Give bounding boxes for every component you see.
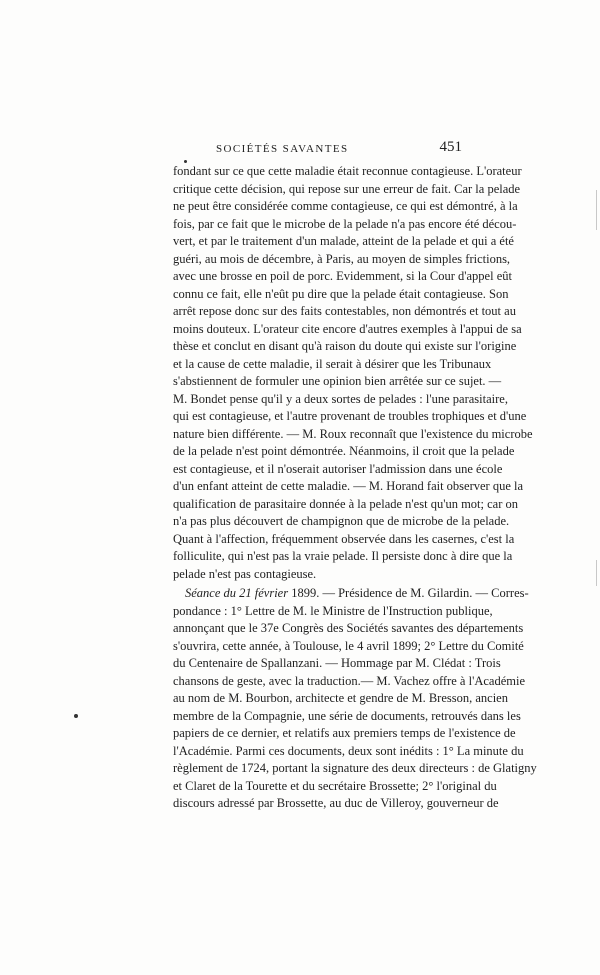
text-line: arrêt repose donc sur des faits contestables, non démontrés et tout au — [173, 304, 516, 318]
text-line: ne peut être considérée comme contagieuse, ce qui est démontré, à la — [173, 199, 518, 213]
text-line: l'Académie. Parmi ces documents, deux sont inédits : 1° La minute du — [173, 743, 524, 758]
page-edge-mark — [596, 560, 597, 586]
running-title: SOCIÉTÉS SAVANTES — [216, 143, 349, 155]
text-line: pondance : 1° Lettre de M. le Ministre de l'Instruction publique, — [173, 603, 493, 618]
text-line: au nom de M. Bourbon, architecte et gendre de M. Bresson, ancien — [173, 691, 508, 705]
text-line: folliculite, qui n'est pas la vraie pelade. Il persiste donc à dire que la — [173, 549, 513, 563]
text-line: fondant sur ce que cette maladie était reconnue contagieuse. L'orateur — [173, 164, 522, 178]
text-line: discours adressé par Brossette, au duc de Villeroy, gouverneur de — [173, 796, 499, 810]
text-line: d'un enfant atteint de cette maladie. — M. Horand fait observer que la — [173, 479, 524, 493]
text-line: règlement de 1724, portant la signature des deux directeurs : de Glatigny — [173, 761, 537, 775]
session-line-rest: 1899. — Présidence de M. Gilardin. — Corres- — [288, 586, 529, 600]
text-line: et Claret de la Tourette et du secrétaire Brossette; 2° l'original du — [173, 778, 497, 793]
text-line: moins douteux. L'orateur cite encore d'autres exemples à l'appui de sa — [173, 321, 522, 336]
page-edge-mark — [596, 190, 597, 230]
text-line: qui est contagieuse, et l'autre provenant de troubles trophiques et d'une — [173, 409, 527, 423]
text-line: guéri, au mois de décembre, à Paris, au moyen de simples frictions, — [173, 251, 511, 266]
text-line: nature bien différente. — M. Roux reconnaît que l'existence du microbe — [173, 426, 533, 441]
paragraph-pelade-discussion — [173, 163, 533, 583]
page-number: 451 — [439, 139, 462, 155]
text-line: critique cette décision, qui repose sur une erreur de fait. Car la pelade — [173, 181, 521, 196]
text-line: pelade n'est pas contagieuse. — [173, 566, 317, 581]
text-line: thèse et conclut en disant qu'à raison du doute qui existe sur l'origine — [173, 339, 517, 353]
paragraph-seance-21-fevrier — [173, 585, 537, 813]
text-line: papiers de ce dernier, et relatifs aux premiers temps de l'existence de — [173, 726, 516, 740]
session-date: Séance du 21 février — [185, 586, 289, 600]
text-line: s'abstiennent de formuler une opinion bien arrêtée sur ce sujet. — — [173, 374, 502, 388]
text-line: fois, par ce fait que le microbe de la pelade n'a pas encore été décou- — [173, 216, 517, 231]
text-line: avec une brosse en poil de porc. Evidemment, si la Cour d'appel eût — [173, 269, 512, 283]
ink-speck — [74, 714, 78, 718]
text-line: connu ce fait, elle n'eût pu dire que la pelade était contagieuse. Son — [173, 286, 509, 301]
text-line: et la cause de cette maladie, il serait à désirer que les Tribunaux — [173, 356, 492, 371]
text-line: Quant à l'affection, fréquemment observée dans les casernes, c'est la — [173, 531, 515, 546]
text-line: n'a pas plus découvert de champignon que de microbe de la pelade. — [173, 514, 510, 528]
text-line: chansons de geste, avec la traduction.— M. Vachez offre à l'Académie — [173, 673, 525, 688]
text-line: annonçant que le 37e Congrès des Sociétés savantes des départements — [173, 621, 524, 635]
text-line: membre de la Compagnie, une série de documents, retrouvés dans les — [173, 708, 521, 723]
text-line: s'ouvrira, cette année, à Toulouse, le 4 avril 1899; 2° Lettre du Comité — [173, 638, 524, 653]
text-line — [173, 585, 529, 603]
text-line: qualification de parasitaire donnée à la pelade n'est qu'un mot; car on — [173, 496, 518, 511]
page-header — [172, 141, 462, 163]
text-line: vert, et par le traitement d'un malade, atteint de la pelade et qui a été — [173, 234, 514, 248]
text-line: de la pelade n'est point démontrée. Néanmoins, il croit que la pelade — [173, 444, 515, 458]
text-line: est contagieuse, et il n'oserait autoriser l'admission dans une école — [173, 461, 503, 476]
text-line: M. Bondet pense qu'il y a deux sortes de pelades : l'une parasitaire, — [173, 391, 508, 406]
text-line: du Centenaire de Spallanzani. — Hommage par M. Clédat : Trois — [173, 656, 501, 670]
